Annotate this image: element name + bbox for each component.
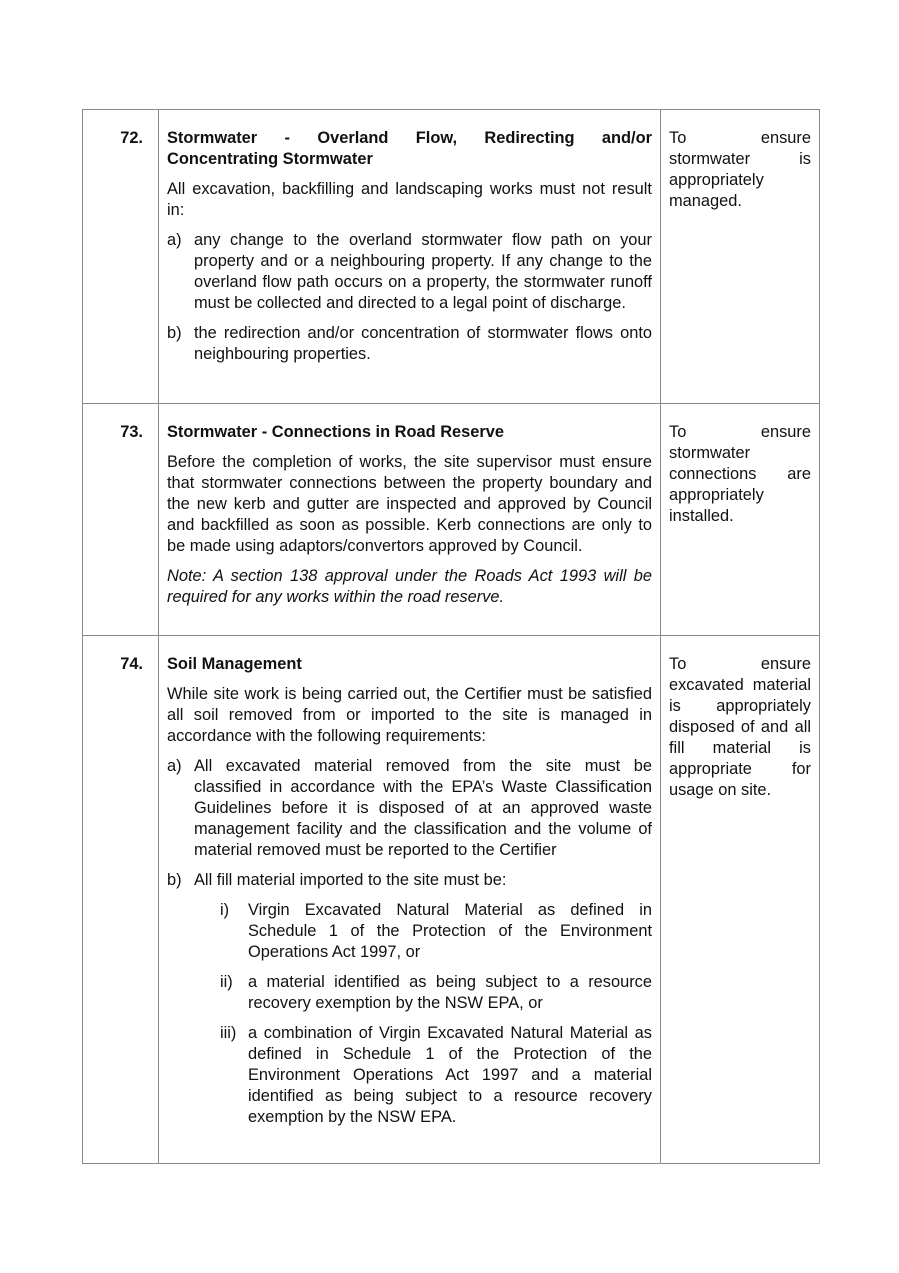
condition-row [83,636,820,1164]
list-item [167,870,652,891]
sub-list-item [220,900,652,963]
list-marker: a) [167,757,182,775]
condition-title: Soil Management [167,655,302,673]
condition-reason-cell [661,404,820,636]
condition-number: 72. [83,110,159,404]
sub-list-marker: i) [220,901,230,919]
list-item-text: All excavated material removed from the site must be classified in accordance with the EPA’s Waste Classification Guidelines before it is disposed of at an approved waste management facility and the classification and the volume of material removed must be reported to the Certifier [194,757,652,859]
condition-number: 73. [83,404,159,636]
list-item-text: the redirection and/or concentration of stormwater flows onto neighbouring properties. [194,324,652,363]
list-item [167,230,652,314]
list-marker: b) [167,324,182,342]
condition-reason: To ensure excavated material is appropriately disposed of and all fill material is appropriate for usage on site. [669,655,811,799]
condition-number: 74. [83,636,159,1164]
condition-title: Stormwater - Connections in Road Reserve [167,423,504,441]
condition-intro: While site work is being carried out, the Certifier must be satisfied all soil removed from or imported to the site is managed in accordance with the following requirements: [167,685,652,745]
list-item-text: any change to the overland stormwater flow path on your property and or a neighbouring property. If any change to the overland flow path occurs on a property, the stormwater runoff must be collected and directed to a legal point of discharge. [194,231,652,312]
condition-reason-cell [661,636,820,1164]
condition-note: Note: A section 138 approval under the Roads Act 1993 will be required for any works within the road reserve. [167,567,652,606]
condition-body [159,404,661,636]
sub-list-marker: ii) [220,973,233,991]
list-item-text: All fill material imported to the site must be: [194,871,507,889]
list-item [167,756,652,861]
condition-reason: To ensure stormwater connections are appropriately installed. [669,423,811,525]
sub-list-marker: iii) [220,1024,237,1042]
list-marker: b) [167,871,182,889]
condition-intro: Before the completion of works, the site supervisor must ensure that stormwater connections between the property boundary and the new kerb and gutter are inspected and approved by Council and backfilled as soon as possible. Kerb connections are only to be made using adaptors/convertors approved by Council. [167,453,652,555]
list-item [167,323,652,365]
condition-body [159,636,661,1164]
condition-body [159,110,661,404]
condition-reason: To ensure stormwater is appropriately managed. [669,129,811,210]
sub-list-item-text: a material identified as being subject to a resource recovery exemption by the NSW EPA, or [248,973,652,1012]
sub-list-item [220,1023,652,1128]
sub-list-item-text: a combination of Virgin Excavated Natural Material as defined in Schedule 1 of the Protection of the Environment Operations Act 1997 and a material identified as being subject to a resource recovery exemption by the NSW EPA. [248,1024,652,1126]
condition-row [83,404,820,636]
conditions-table [82,109,820,1164]
sub-list-item-text: Virgin Excavated Natural Material as defined in Schedule 1 of the Protection of the Environment Operations Act 1997, or [248,901,652,961]
list-marker: a) [167,231,182,249]
condition-row [83,110,820,404]
sub-list-item [220,972,652,1014]
condition-intro: All excavation, backfilling and landscaping works must not result in: [167,180,652,219]
condition-title: Stormwater - Overland Flow, Redirecting and/or Concentrating Stormwater [167,129,652,168]
condition-reason-cell [661,110,820,404]
